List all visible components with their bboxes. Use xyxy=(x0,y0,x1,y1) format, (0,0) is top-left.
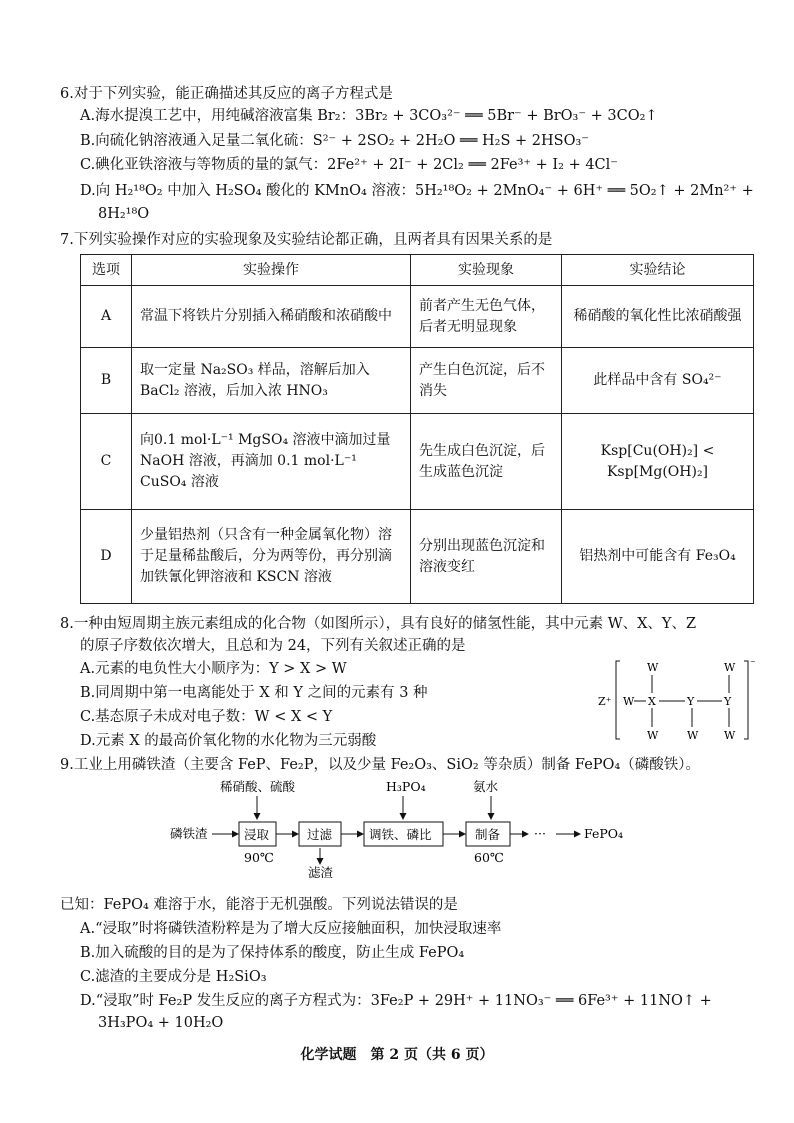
q6-option-d-cont: 8H₂¹⁸O xyxy=(98,206,150,222)
struct-w: W xyxy=(647,661,659,674)
q9-option-d: D.“浸取”时 Fe₂P 发生反应的离子方程式为：3Fe₂P + 29H⁺ + 11NO₃⁻ ══ 6Fe³⁺ + 11NO↑ + xyxy=(80,993,712,1009)
flow-reagent-2: H₃PO₄ xyxy=(386,779,426,794)
flow-reagent-1: 稀硝酸、硫酸 xyxy=(220,779,296,794)
q9-option-c: C.滤渣的主要成分是 H₂SiO₃ xyxy=(80,969,267,985)
q8-option-a: A.元素的电负性大小顺序为：Y > X > W xyxy=(80,661,347,677)
table-header-row xyxy=(81,255,754,286)
row-option: A xyxy=(81,286,132,348)
flow-box-leach-label: 浸取 xyxy=(244,827,270,842)
flow-reagent-3: 氨水 xyxy=(473,779,499,794)
struct-w: W xyxy=(724,729,736,742)
flow-start: 磷铁渣 xyxy=(170,826,208,841)
q9-flow-diagram xyxy=(168,778,688,878)
row-operation: 取一定量 Na₂SO₃ 样品，溶解后加入 BaCl₂ 溶液，后加入浓 HNO₃ xyxy=(132,348,411,414)
q8-option-b: B.同周期中第一电离能处于 X 和 Y 之间的元素有 3 种 xyxy=(80,685,428,701)
flow-box-filter-label: 过滤 xyxy=(307,827,333,842)
flow-residue: 滤渣 xyxy=(308,865,334,878)
row-conclusion: 稀硝酸的氧化性比浓硝酸强 xyxy=(562,286,754,348)
table-row xyxy=(81,414,754,510)
struct-w: W xyxy=(724,661,736,674)
flow-box-adjust-label: 调铁、磷比 xyxy=(369,827,432,842)
row-operation: 少量铝热剂（只含有一种金属氧化物）溶于足量稀盐酸后，分为两等份，再分别滴加铁氰化钾溶液和 KSCN 溶液 xyxy=(132,510,411,604)
row-conclusion: Ksp[Cu(OH)₂] < Ksp[Mg(OH)₂] xyxy=(562,414,754,510)
row-phenomenon: 前者产生无色气体，后者无明显现象 xyxy=(411,286,562,348)
left-bracket xyxy=(616,661,620,739)
struct-z: Z⁺ xyxy=(598,695,612,708)
table-row xyxy=(81,286,754,348)
header-conclusion: 实验结论 xyxy=(562,255,754,286)
table-row xyxy=(81,348,754,414)
row-phenomenon: 先生成白色沉淀，后生成蓝色沉淀 xyxy=(411,414,562,510)
right-bracket xyxy=(744,661,748,739)
struct-charge: ⁻ xyxy=(750,657,756,670)
q6-option-a: A.海水提溴工艺中，用纯碱溶液富集 Br₂：3Br₂ + 3CO₃²⁻ ══ 5Br⁻ + BrO₃⁻ + 3CO₂↑ xyxy=(80,108,658,124)
q8-stem-cont: 的原子序数依次增大，且总和为 24，下列有关叙述正确的是 xyxy=(80,638,466,654)
q8-option-d: D.元素 X 的最高价氧化物的水化物为三元弱酸 xyxy=(80,733,377,749)
q7-table xyxy=(80,254,754,604)
flow-temp-1: 90℃ xyxy=(244,850,274,865)
q9-known: 已知：FePO₄ 难溶于水，能溶于无机强酸。下列说法错误的是 xyxy=(60,897,458,913)
q6-option-c: C.碘化亚铁溶液与等物质的量的氯气：2Fe²⁺ + 2I⁻ + 2Cl₂ ══ 2Fe³⁺ + I₂ + 4Cl⁻ xyxy=(80,157,618,173)
q8-stem: 8.一种由短周期主族元素组成的化合物（如图所示），具有良好的储氢性能，其中元素 W、X、Y、Z xyxy=(60,616,697,632)
row-conclusion: 此样品中含有 SO₄²⁻ xyxy=(562,348,754,414)
q9-option-b: B.加入硫酸的目的是为了保持体系的酸度，防止生成 FePO₄ xyxy=(80,945,465,961)
table-row xyxy=(81,510,754,604)
header-operation: 实验操作 xyxy=(132,255,411,286)
q6-stem: 6.对于下列实验，能正确描述其反应的离子方程式是 xyxy=(60,86,393,102)
struct-x: X xyxy=(648,695,656,708)
flow-box-prepare-label: 制备 xyxy=(475,827,501,842)
struct-w: W xyxy=(647,729,659,742)
q6-option-b: B.向硫化钠溶液通入足量二氧化硫：S²⁻ + 2SO₂ + 2H₂O ══ H₂S + 2HSO₃⁻ xyxy=(80,133,589,149)
struct-w: W xyxy=(623,695,635,708)
q9-option-a: A.“浸取”时将磷铁渣粉粹是为了增大反应接触面积，加快浸取速率 xyxy=(80,921,502,937)
header-option: 选项 xyxy=(81,255,132,286)
row-option: D xyxy=(81,510,132,604)
page-footer: 化学试题 第 2 页（共 6 页） xyxy=(300,1047,494,1063)
flow-dots: ··· xyxy=(534,826,546,841)
struct-w: W xyxy=(687,729,699,742)
row-phenomenon: 产生白色沉淀，后不消失 xyxy=(411,348,562,414)
q9-option-d-cont: 3H₃PO₄ + 10H₂O xyxy=(98,1015,224,1031)
q8-structure-diagram xyxy=(598,655,758,745)
row-option: C xyxy=(81,414,132,510)
q7-stem: 7.下列实验操作对应的实验现象及实验结论都正确，且两者具有因果关系的是 xyxy=(60,232,553,248)
header-phenomenon: 实验现象 xyxy=(411,255,562,286)
struct-y: Y xyxy=(687,695,695,708)
flow-temp-2: 60℃ xyxy=(474,850,504,865)
flow-end: FePO₄ xyxy=(584,826,624,841)
row-option: B xyxy=(81,348,132,414)
q6-option-d: D.向 H₂¹⁸O₂ 中加入 H₂SO₄ 酸化的 KMnO₄ 溶液：5H₂¹⁸O₂ + 2MnO₄⁻ + 6H⁺ ══ 5O₂↑ + 2Mn²⁺ + xyxy=(80,183,754,199)
q9-stem: 9.工业上用磷铁渣（主要含 FeP、Fe₂P，以及少量 Fe₂O₃、SiO₂ 等杂质）制备 FePO₄（磷酸铁）。 xyxy=(60,757,700,773)
row-phenomenon: 分别出现蓝色沉淀和溶液变红 xyxy=(411,510,562,604)
q8-option-c: C.基态原子未成对电子数：W < X < Y xyxy=(80,709,333,725)
row-conclusion: 铝热剂中可能含有 Fe₃O₄ xyxy=(562,510,754,604)
struct-y: Y xyxy=(724,695,732,708)
row-operation: 向0.1 mol·L⁻¹ MgSO₄ 溶液中滴加过量 NaOH 溶液，再滴加 0.1 mol·L⁻¹ CuSO₄ 溶液 xyxy=(132,414,411,510)
row-operation: 常温下将铁片分别插入稀硝酸和浓硝酸中 xyxy=(132,286,411,348)
